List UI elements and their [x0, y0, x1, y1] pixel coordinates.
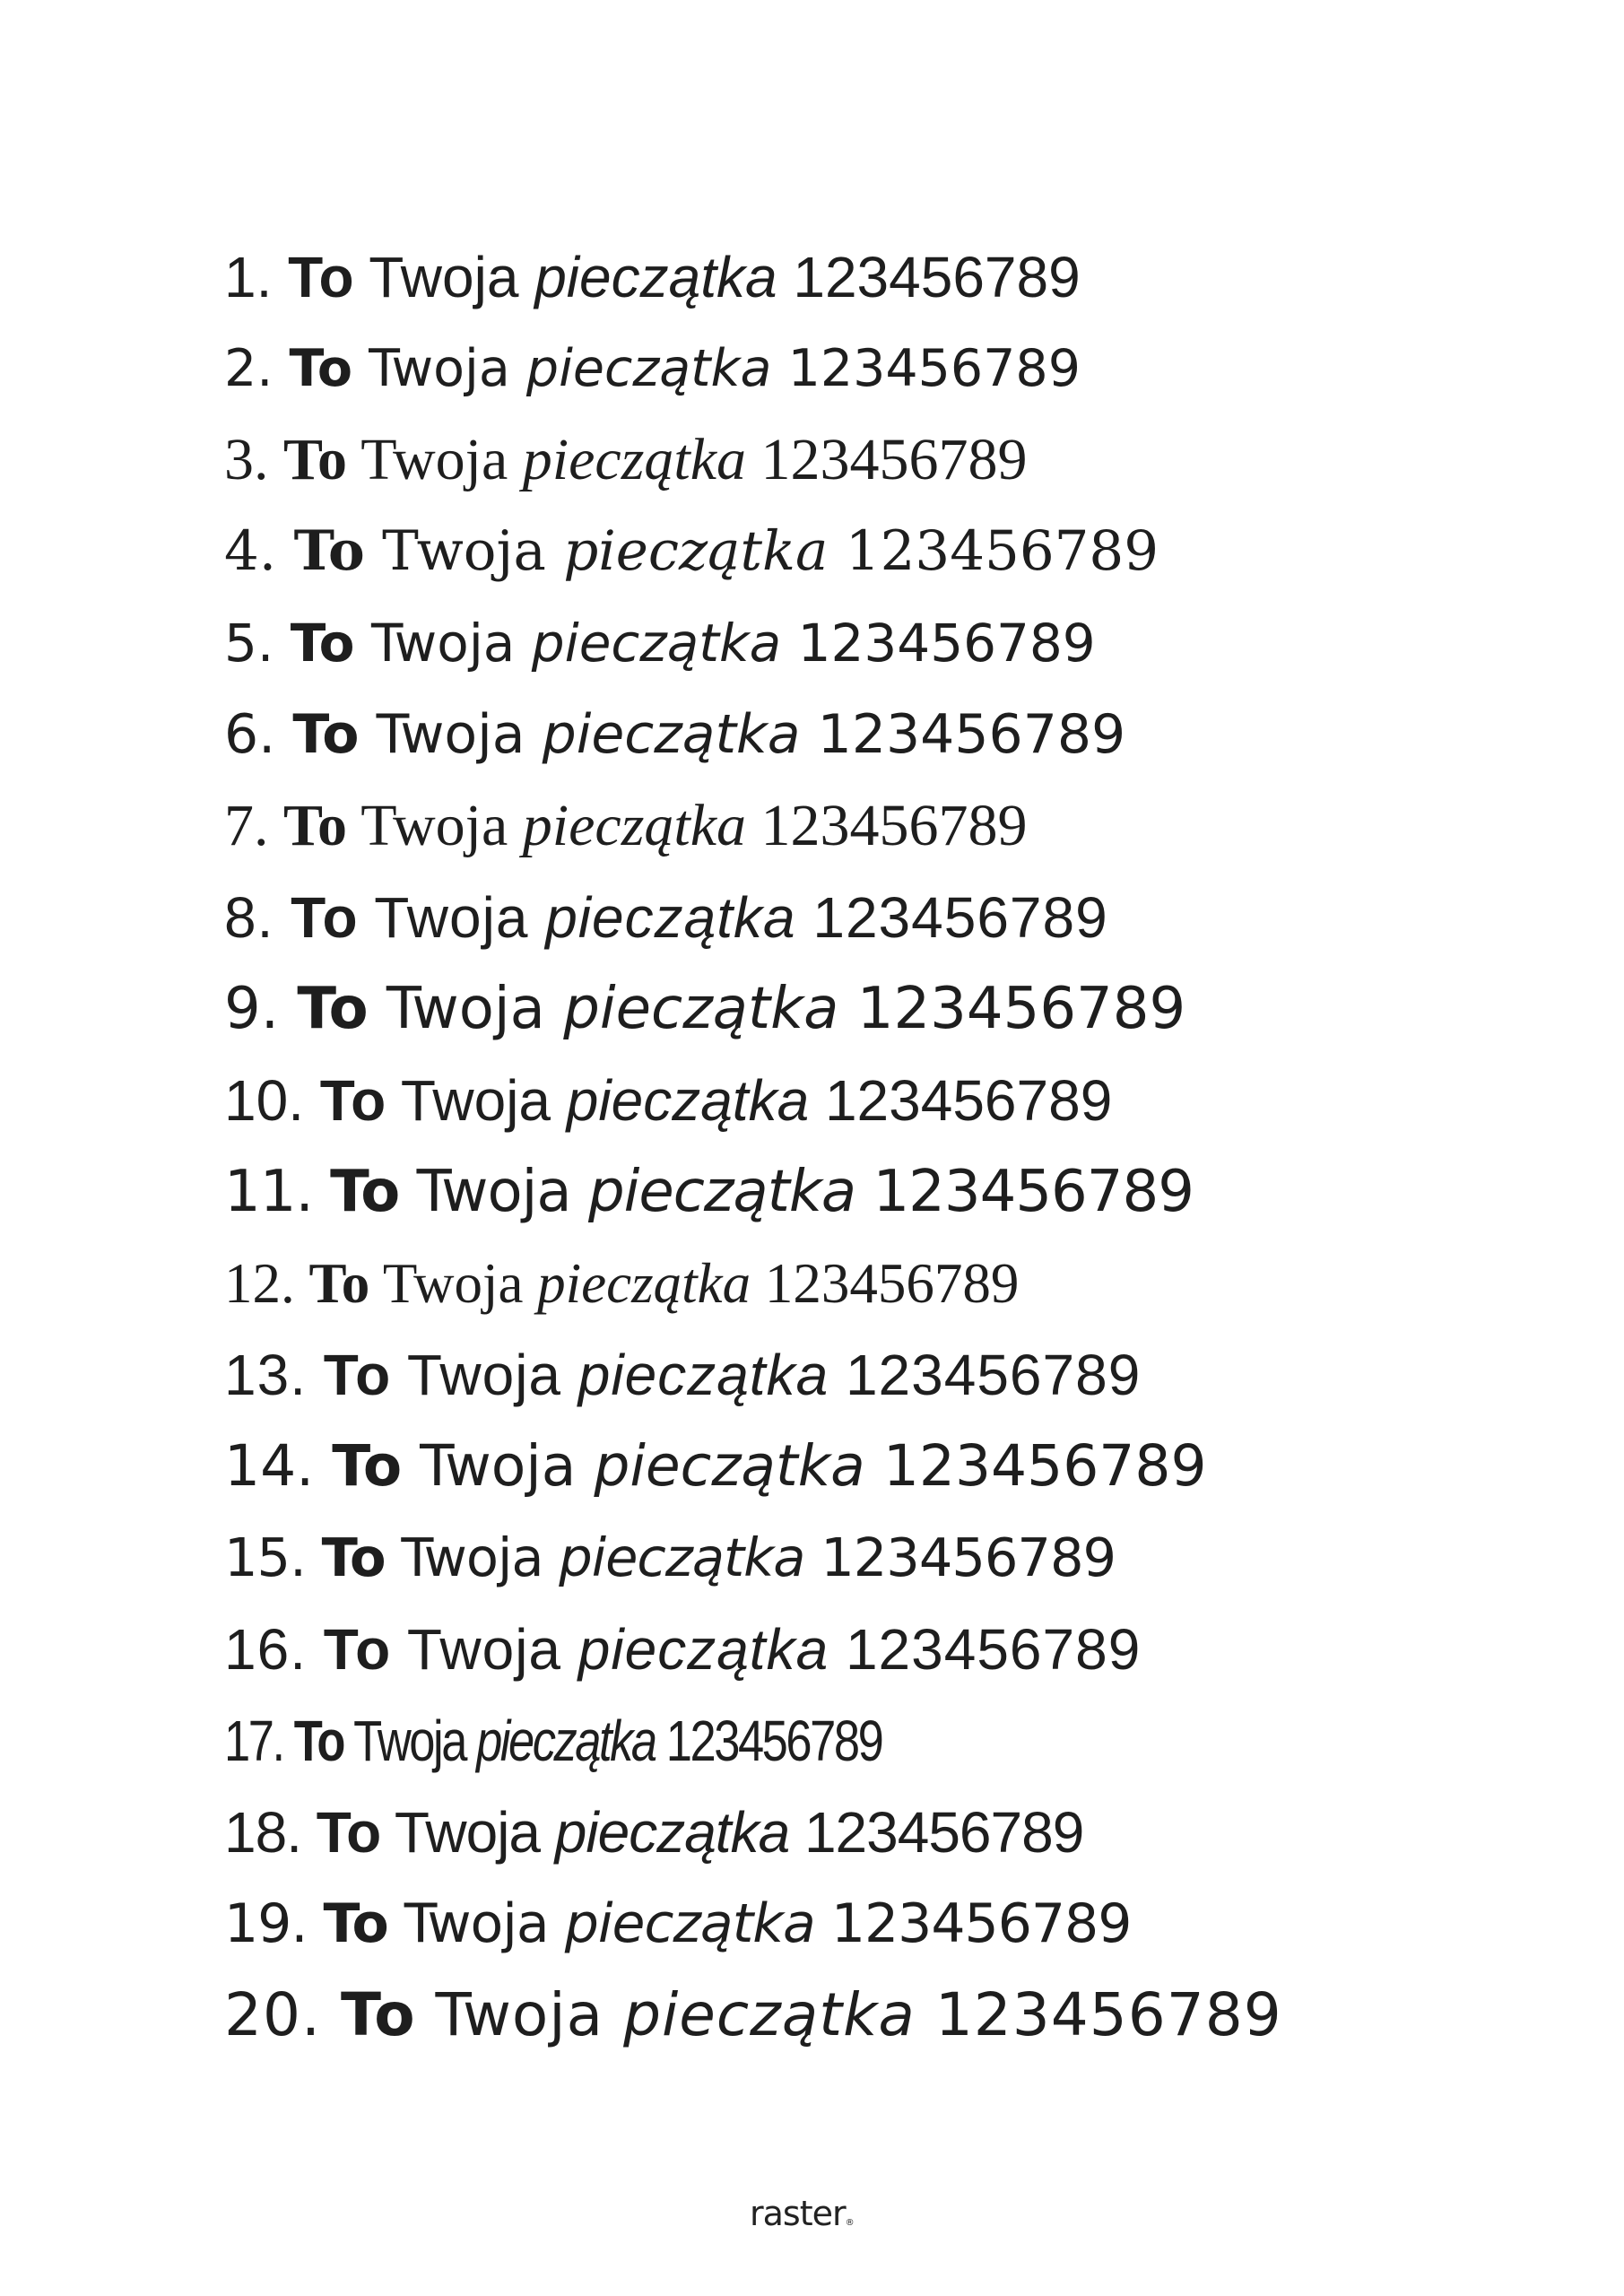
specimen-number: 5. [224, 613, 274, 674]
specimen-digits-sample: 123456789 [845, 1617, 1142, 1682]
specimen-italic-sample: pieczątka [542, 703, 801, 766]
specimen-bold-sample: To [308, 1252, 370, 1315]
specimen-italic-sample: pieczątka [559, 1526, 805, 1588]
specimen-line [224, 1146, 1282, 1238]
specimen-italic-sample: pieczątka [545, 885, 796, 950]
specimen-digits-sample: 123456789 [787, 339, 1081, 398]
specimen-italic-sample: pieczątka [525, 339, 772, 398]
specimen-number: 18. [224, 1800, 301, 1865]
specimen-bold-sample: To [283, 793, 347, 858]
specimen-number: 4. [224, 519, 277, 583]
specimen-line [224, 1970, 1282, 2061]
specimen-digits-sample: 123456789 [764, 1252, 1020, 1315]
specimen-digits-sample: 123456789 [793, 245, 1081, 309]
specimen-italic-sample: pieczątka [563, 976, 839, 1042]
specimen-regular-sample: Twoja [406, 1343, 561, 1407]
specimen-number: 16. [224, 1617, 307, 1682]
specimen-digits-sample: 123456789 [821, 1526, 1116, 1588]
specimen-digits-sample: 123456789 [934, 1980, 1282, 2049]
specimen-italic-sample: pieczątka [537, 1252, 751, 1315]
specimen-regular-sample: Twoja [353, 1709, 465, 1773]
specimen-line [224, 1329, 1282, 1421]
specimen-italic-sample: pieczątka [587, 1159, 856, 1225]
specimen-digits-sample: 123456789 [856, 976, 1186, 1042]
specimen-italic-sample: pieczątka [594, 1433, 865, 1499]
specimen-italic-sample: pieczątka [578, 1617, 829, 1682]
specimen-digits-sample: 123456789 [882, 1433, 1207, 1499]
specimen-line [224, 597, 1282, 689]
specimen-italic-sample: pieczątka [522, 427, 747, 492]
specimen-regular-sample: Twoja [382, 1252, 524, 1315]
specimen-number: 9. [224, 976, 280, 1042]
specimen-regular-sample: Twoja [382, 519, 546, 583]
specimen-bold-sample: To [283, 427, 347, 492]
specimen-regular-sample: Twoja [401, 1526, 543, 1588]
specimen-bold-sample: To [340, 1980, 416, 2049]
specimen-italic-sample: pieczątka [534, 245, 777, 309]
specimen-regular-sample: Twoja [406, 1617, 561, 1682]
specimen-italic-sample: pieczątka [522, 793, 747, 858]
specimen-regular-sample: Twoja [360, 427, 508, 492]
specimen-bold-sample: To [293, 519, 365, 583]
specimen-digits-sample: 123456789 [873, 1159, 1194, 1225]
specimen-bold-sample: To [319, 1068, 386, 1133]
specimen-number: 3. [224, 427, 269, 492]
specimen-regular-sample: Twoja [420, 1433, 577, 1499]
specimen-digits-sample: 123456789 [824, 1068, 1113, 1133]
specimen-regular-sample: Twoja [416, 1159, 571, 1225]
specimen-number: 6. [224, 703, 276, 766]
specimen-regular-sample: Twoja [374, 885, 529, 950]
specimen-bold-sample: To [288, 245, 354, 309]
specimen-number: 2. [224, 339, 274, 398]
specimen-bold-sample: To [293, 1709, 343, 1773]
specimen-number: 19. [224, 1892, 308, 1955]
specimen-number: 13. [224, 1343, 307, 1407]
specimen-italic-sample: pieczątka [623, 1980, 916, 2049]
specimen-digits-sample: 123456789 [817, 703, 1126, 766]
specimen-number: 8. [224, 885, 274, 950]
specimen-line [224, 872, 1282, 963]
specimen-regular-sample: Twoja [404, 1892, 549, 1955]
specimen-digits-sample: 123456789 [760, 793, 1028, 858]
specimen-regular-sample: Twoja [369, 339, 510, 398]
specimen-italic-sample: pieczątka [476, 1709, 656, 1773]
specimen-digits-sample: 123456789 [812, 885, 1108, 950]
specimen-number: 14. [224, 1433, 315, 1499]
specimen-line [224, 323, 1282, 414]
specimen-line [224, 1604, 1282, 1695]
specimen-line [224, 414, 1282, 506]
specimen-line [224, 1512, 1282, 1604]
specimen-digits-sample: 123456789 [760, 427, 1028, 492]
specimen-digits-sample: 123456789 [845, 519, 1159, 583]
specimen-bold-sample: To [321, 1526, 386, 1588]
specimen-line [224, 231, 1282, 323]
specimen-digits-sample: 123456789 [845, 1343, 1142, 1407]
specimen-line [224, 1421, 1282, 1512]
specimen-bold-sample: To [323, 1617, 392, 1682]
specimen-line [224, 506, 1282, 597]
specimen-digits-sample: 123456789 [665, 1709, 882, 1773]
specimen-number: 1. [224, 245, 273, 309]
specimen-italic-sample: pieczątka [563, 519, 829, 583]
specimen-number: 11. [224, 1159, 313, 1225]
specimen-regular-sample: Twoja [400, 1068, 551, 1133]
specimen-digits-sample: 123456789 [797, 613, 1096, 674]
specimen-bold-sample: To [316, 1800, 381, 1865]
specimen-bold-sample: To [297, 976, 369, 1042]
specimen-italic-sample: pieczątka [578, 1343, 829, 1407]
specimen-line [224, 780, 1282, 872]
specimen-number: 17. [224, 1709, 283, 1773]
specimen-number: 12. [224, 1252, 295, 1315]
specimen-line [224, 1055, 1282, 1146]
specimen-regular-sample: Twoja [376, 703, 525, 766]
specimen-bold-sample: To [289, 339, 352, 398]
specimen-bold-sample: To [291, 885, 359, 950]
specimen-number: 15. [224, 1526, 306, 1588]
specimen-number: 10. [224, 1068, 304, 1133]
specimen-regular-sample: Twoja [435, 1980, 604, 2049]
specimen-line [224, 1238, 1282, 1329]
specimen-bold-sample: To [292, 703, 360, 766]
font-specimen-list [224, 231, 1282, 2061]
specimen-italic-sample: pieczątka [566, 1068, 810, 1133]
specimen-digits-sample: 123456789 [830, 1892, 1132, 1955]
specimen-number: 7. [224, 793, 269, 858]
specimen-regular-sample: Twoja [369, 245, 519, 309]
specimen-line [224, 1787, 1282, 1878]
specimen-regular-sample: Twoja [370, 613, 516, 674]
specimen-bold-sample: To [332, 1433, 403, 1499]
specimen-regular-sample: Twoja [360, 793, 508, 858]
specimen-line [224, 1878, 1282, 1970]
specimen-italic-sample: pieczątka [531, 613, 782, 674]
specimen-bold-sample: To [330, 1159, 400, 1225]
specimen-number: 20. [224, 1980, 321, 2049]
specimen-italic-sample: pieczątka [554, 1800, 790, 1865]
specimen-bold-sample: To [290, 613, 355, 674]
brand-registered-mark: ® [845, 2218, 854, 2228]
brand-logo [750, 2194, 854, 2233]
specimen-italic-sample: pieczątka [564, 1892, 815, 1955]
specimen-line [224, 1695, 1282, 1787]
specimen-line [224, 689, 1282, 780]
brand-name: raster [750, 2194, 846, 2233]
specimen-regular-sample: Twoja [394, 1800, 540, 1865]
specimen-line [224, 963, 1282, 1055]
specimen-bold-sample: To [323, 1892, 388, 1955]
specimen-regular-sample: Twoja [386, 976, 545, 1042]
specimen-digits-sample: 123456789 [803, 1800, 1084, 1865]
specimen-bold-sample: To [323, 1343, 392, 1407]
